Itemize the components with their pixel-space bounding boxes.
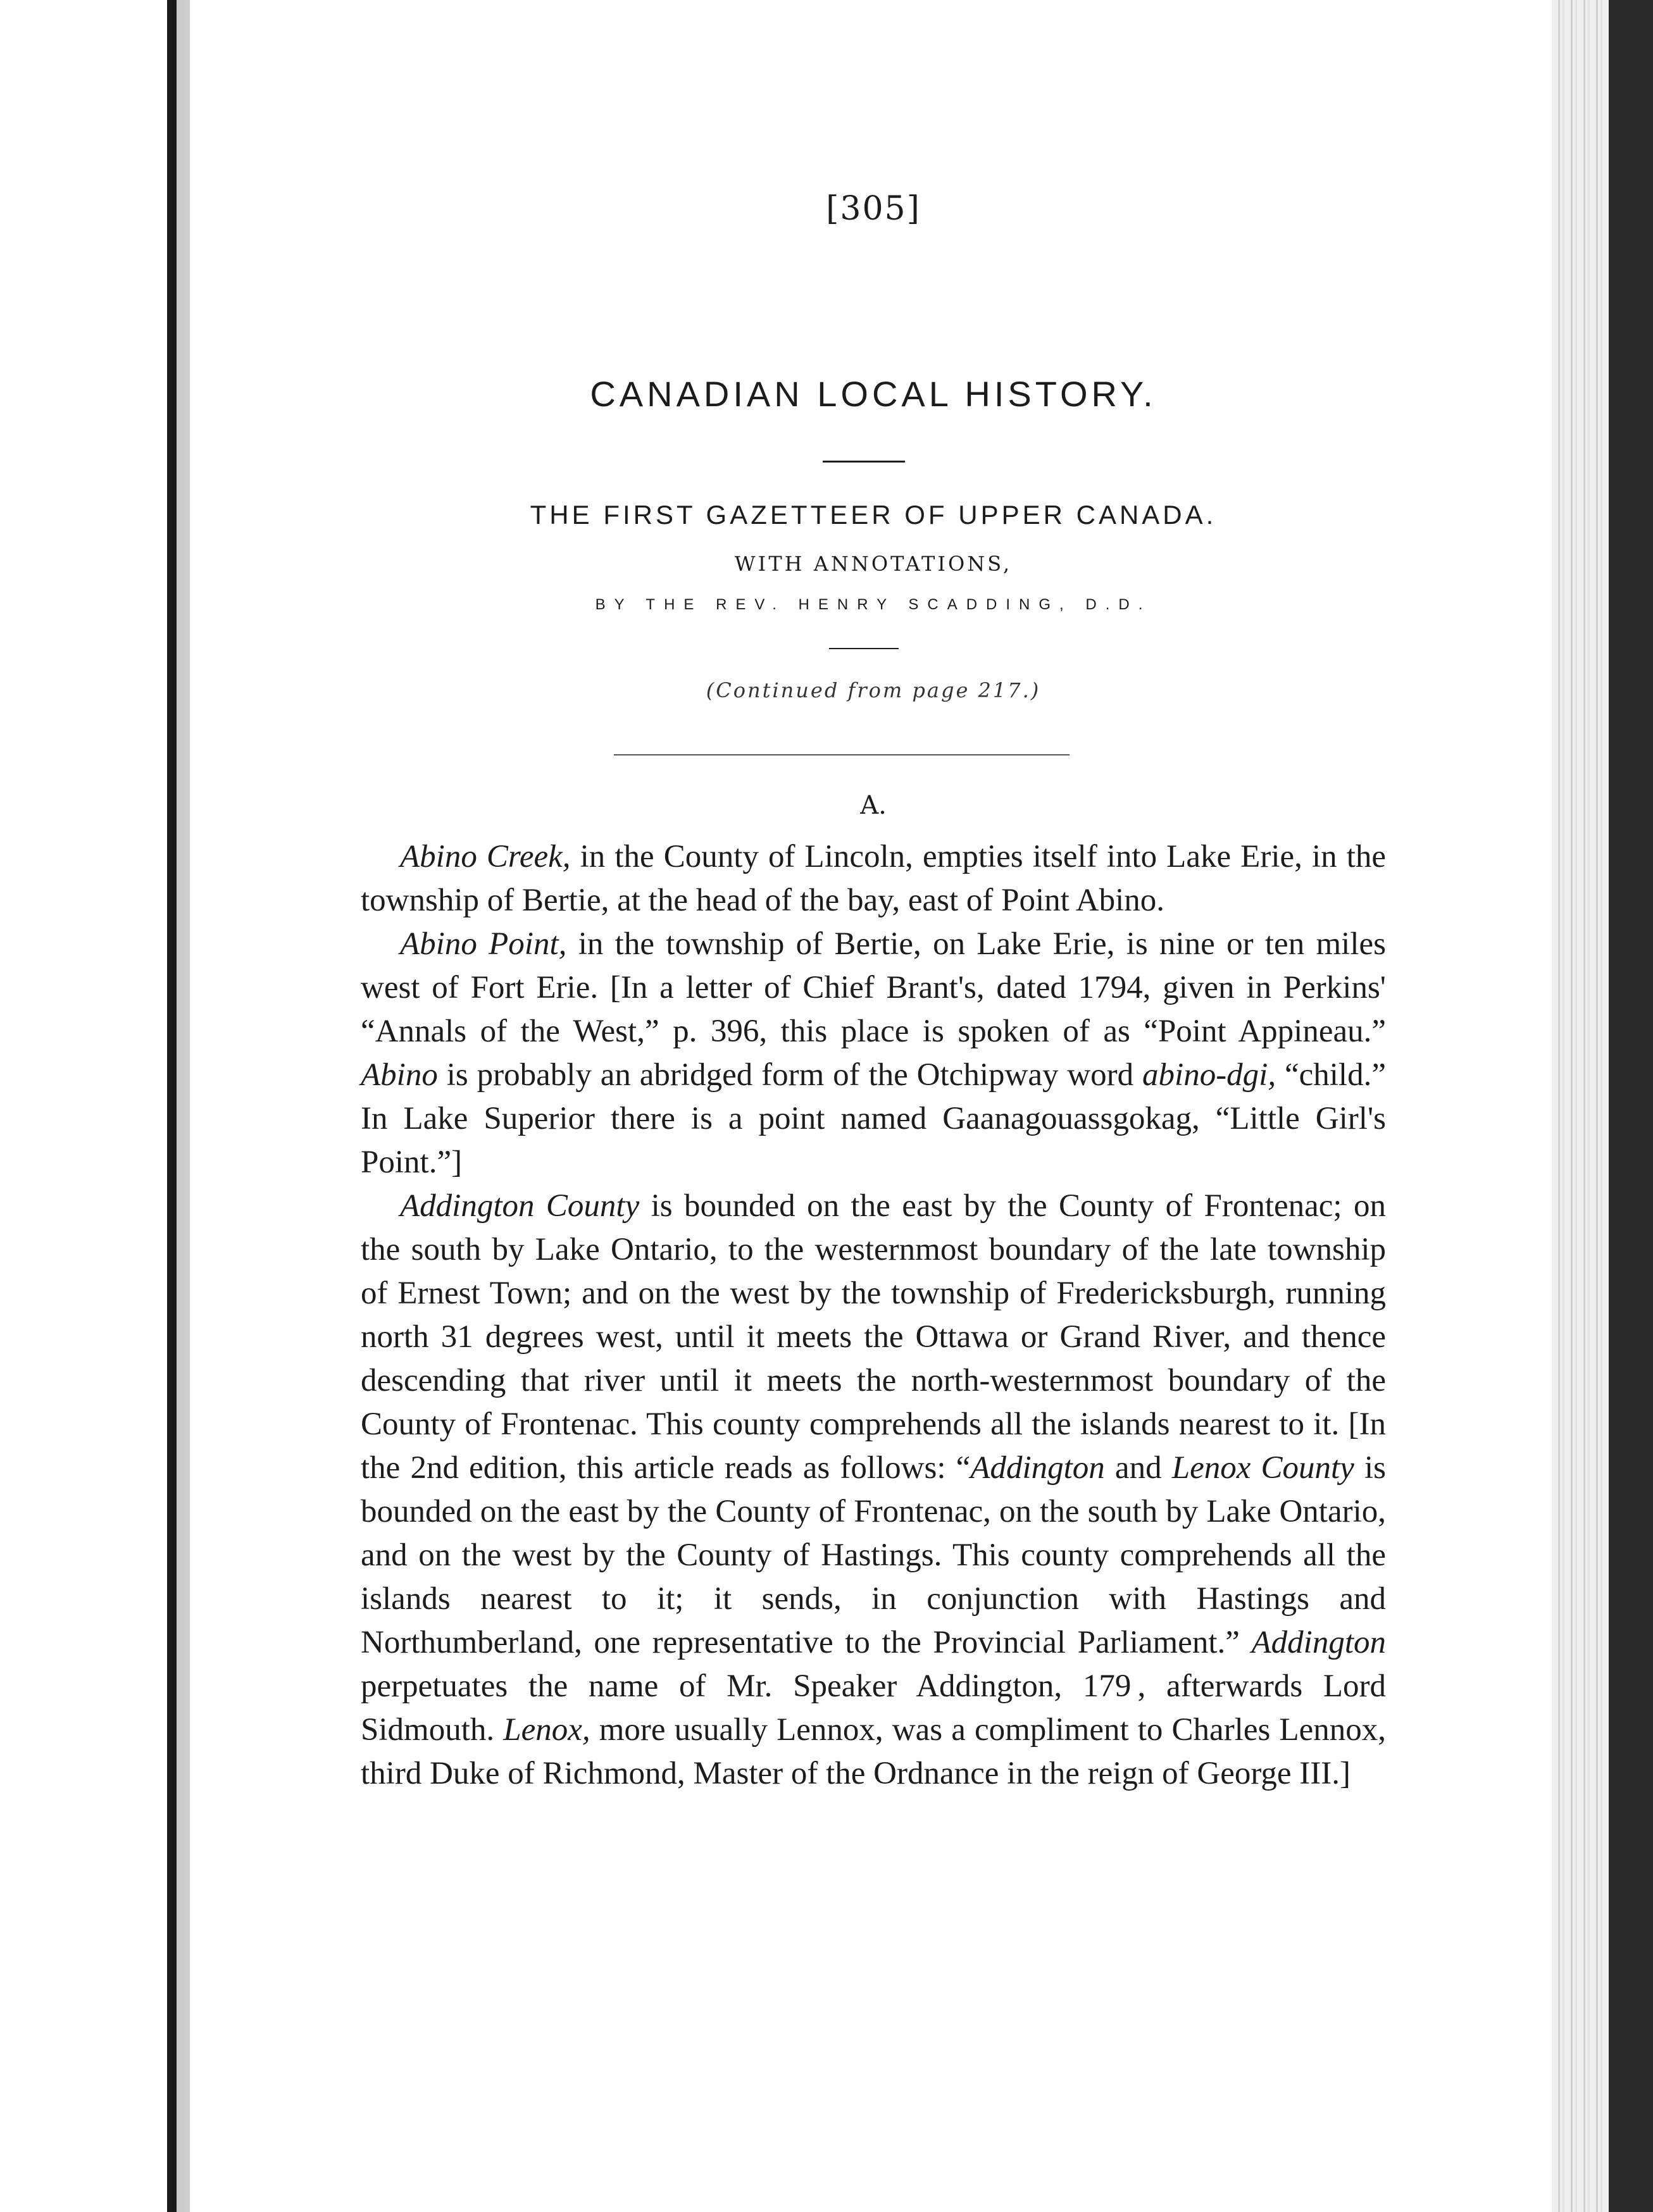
entry-text: is bounded on the east by the County of Frontenac; on the south by Lake Ontario, to the westernmost boundary of the late township of Ernest Town; and on the west by the township of Fredericksburgh, running north 31 degrees west, until it meets the Ottawa or Grand River, and thence descending that river until it meets the north-westernmost boundary of the County of Frontenac. This county comprehends all the islands nearest to it. [In the 2nd edition, this article reads as follows: “ [361, 1188, 1386, 1486]
continued-note: (Continued from page 217.) [706, 678, 1041, 702]
main-title: CANADIAN LOCAL HISTORY. [590, 374, 1157, 414]
section-rule [614, 754, 1070, 755]
entry-text: “child.” In Lake Superior there is a point named Gaanagouassgokag, “Little Girl's Point.”] [361, 1057, 1386, 1180]
entry-text: is probably an abridged form of the Otchipway word [437, 1057, 1143, 1093]
entry-term: Abino Creek, [400, 839, 571, 874]
entry-text: in the County of Lincoln, empties itself into Lake Erie, in the township of Bertie, at the head of the bay, east of Point Abino. [361, 839, 1386, 918]
entry-term: Addington County [400, 1188, 640, 1224]
entry-text: perpetuates the name of Mr. Speaker Addington, 179 , afterwards Lord Sidmouth. [361, 1668, 1386, 1748]
author-byline: BY THE REV. HENRY SCADDING, D.D. [595, 596, 1152, 613]
entry-addington-county [361, 1184, 1386, 1796]
byline-rule [829, 648, 899, 649]
entry-abino-creek [361, 835, 1386, 923]
entry-emphasis: abino-dgi, [1142, 1057, 1276, 1093]
title-rule [823, 461, 905, 463]
page-number: [305] [826, 190, 921, 228]
entry-emphasis: Lenox, [503, 1712, 590, 1748]
entry-text: and [1104, 1450, 1172, 1486]
annotations-line: WITH ANNOTATIONS, [734, 552, 1013, 576]
section-letter: A. [860, 791, 887, 820]
entry-emphasis: Addington [1251, 1625, 1386, 1660]
entry-abino-point [361, 923, 1386, 1184]
book-spine [0, 0, 190, 2212]
page-edges [1552, 0, 1653, 2212]
entry-text: in the township of Bertie, on Lake Erie, is nine or ten miles west of Fort Erie. [In a letter of Chief Brant's, dated 1794, given in Perkins' “Annals of the West,” p. 396, this place is spoken of as “Point Appineau.” [361, 926, 1386, 1049]
entry-text: is bounded on the east by the County of Frontenac, on the south by Lake Ontario, and on the west by the County of Hastings. This county comprehends all the islands nearest to it; it sends, in conjunction with Hastings and Northumberland, one representative to the Provincial Parliament.” [361, 1450, 1386, 1660]
subtitle: THE FIRST GAZETTEER OF UPPER CANADA. [530, 500, 1217, 530]
article-body [361, 835, 1386, 1796]
book-page [209, 0, 1538, 2212]
entry-text: more usually Lennox, was a compliment to Charles Lennox, third Duke of Richmond, Master of the Ordnance in the reign of George III.] [361, 1712, 1386, 1791]
entry-emphasis: Lenox County [1171, 1450, 1354, 1486]
entry-term: Abino Point, [400, 926, 567, 962]
entry-emphasis: Abino [361, 1057, 438, 1093]
entry-emphasis: Addington [970, 1450, 1105, 1486]
